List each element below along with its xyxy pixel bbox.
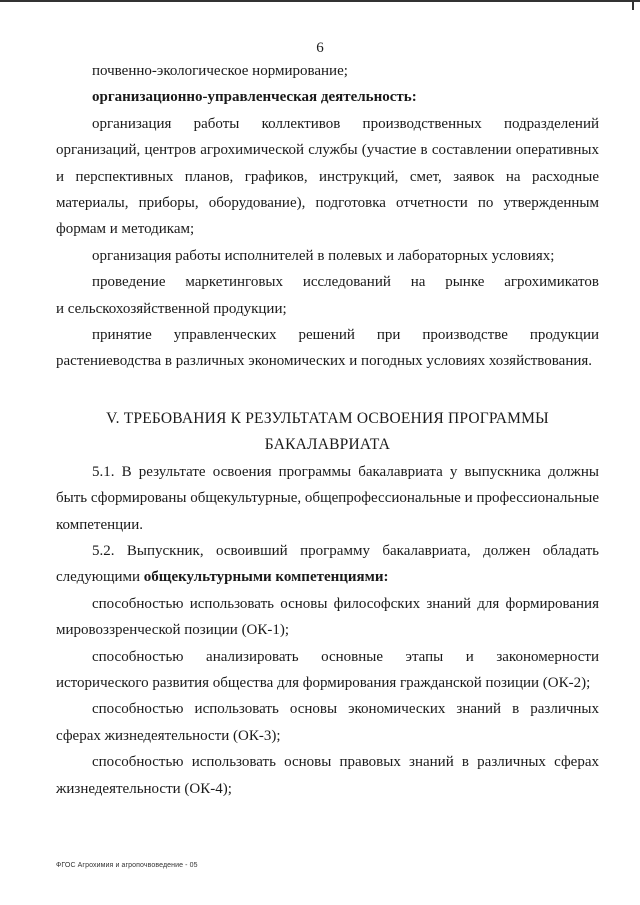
paragraph-decisions-start: принятие управленческих решений при производстве продукции — [92, 327, 599, 344]
paragraph-5-1: 5.1. В результате освоения программы бакалавриата у выпускника должны быть сформированы общекультурные, общепрофессиональные и профессиональные компетенции. — [56, 463, 599, 533]
paragraph-5-2 — [56, 538, 599, 591]
section-heading-line-2: БАКАЛАВРИАТА — [264, 436, 391, 454]
competence-ok-4: способностью использовать основы правовых знаний в различных сферах жизнедеятельности (ОК-4); — [56, 754, 599, 797]
section-heading-line-1: V. ТРЕБОВАНИЯ К РЕЗУЛЬТАТАМ ОСВОЕНИЯ ПРОГРАММЫ — [106, 409, 549, 427]
page-footer: ФГОС Агрохимия и агропочвоведение - 05 — [56, 862, 198, 869]
competence-ok-3: способностью использовать основы экономических знаний в различных сферах жизнедеятельности (ОК-3); — [56, 701, 599, 744]
paragraph-5-2-text: 5.2. Выпускник, освоивший программу бакалавриата, должен обладать следующими — [56, 542, 599, 586]
document-body — [56, 58, 599, 802]
competence-ok-2-start: способностью анализировать основные этапы и закономерности — [92, 648, 599, 665]
page-number: 6 — [316, 40, 324, 56]
section-title-management: организационно-управленческая деятельность: — [92, 89, 417, 106]
paragraph-decisions-rest: растениеводства в различных экономических и погодных условиях хозяйствования. — [56, 353, 593, 370]
paragraph-5-2-bold: общекультурными компетенциями: — [143, 569, 389, 586]
paragraph-marketing-rest: и сельскохозяйственной продукции; — [56, 300, 287, 317]
top-border-tick — [632, 0, 634, 10]
paragraph-organization-rest: организаций, центров агрохимической службы (участие в составлении оперативных и перспективных планов, графиков, инструкций, смет, заявок на расходные материалы, приборы, оборудование), подготовка отчетности по утвержденным формам и методикам; — [56, 142, 599, 238]
section-heading — [56, 406, 599, 459]
paragraph-marketing-start: проведение маркетинговых исследований на рынке агрохимикатов — [92, 274, 599, 291]
paragraph-executors: организация работы исполнителей в полевых и лабораторных условиях; — [92, 247, 555, 264]
competence-ok-2-rest: исторического развития общества для формирования гражданской позиции (ОК-2); — [56, 674, 591, 691]
top-border-line — [0, 0, 640, 2]
competence-ok-1: способностью использовать основы философских знаний для формирования мировоззренческой позиции (ОК-1); — [56, 595, 599, 639]
paragraph-organization-start: организация работы коллективов производственных подразделений — [92, 115, 599, 132]
paragraph-soil-norming: почвенно-экологическое нормирование; — [92, 63, 348, 79]
